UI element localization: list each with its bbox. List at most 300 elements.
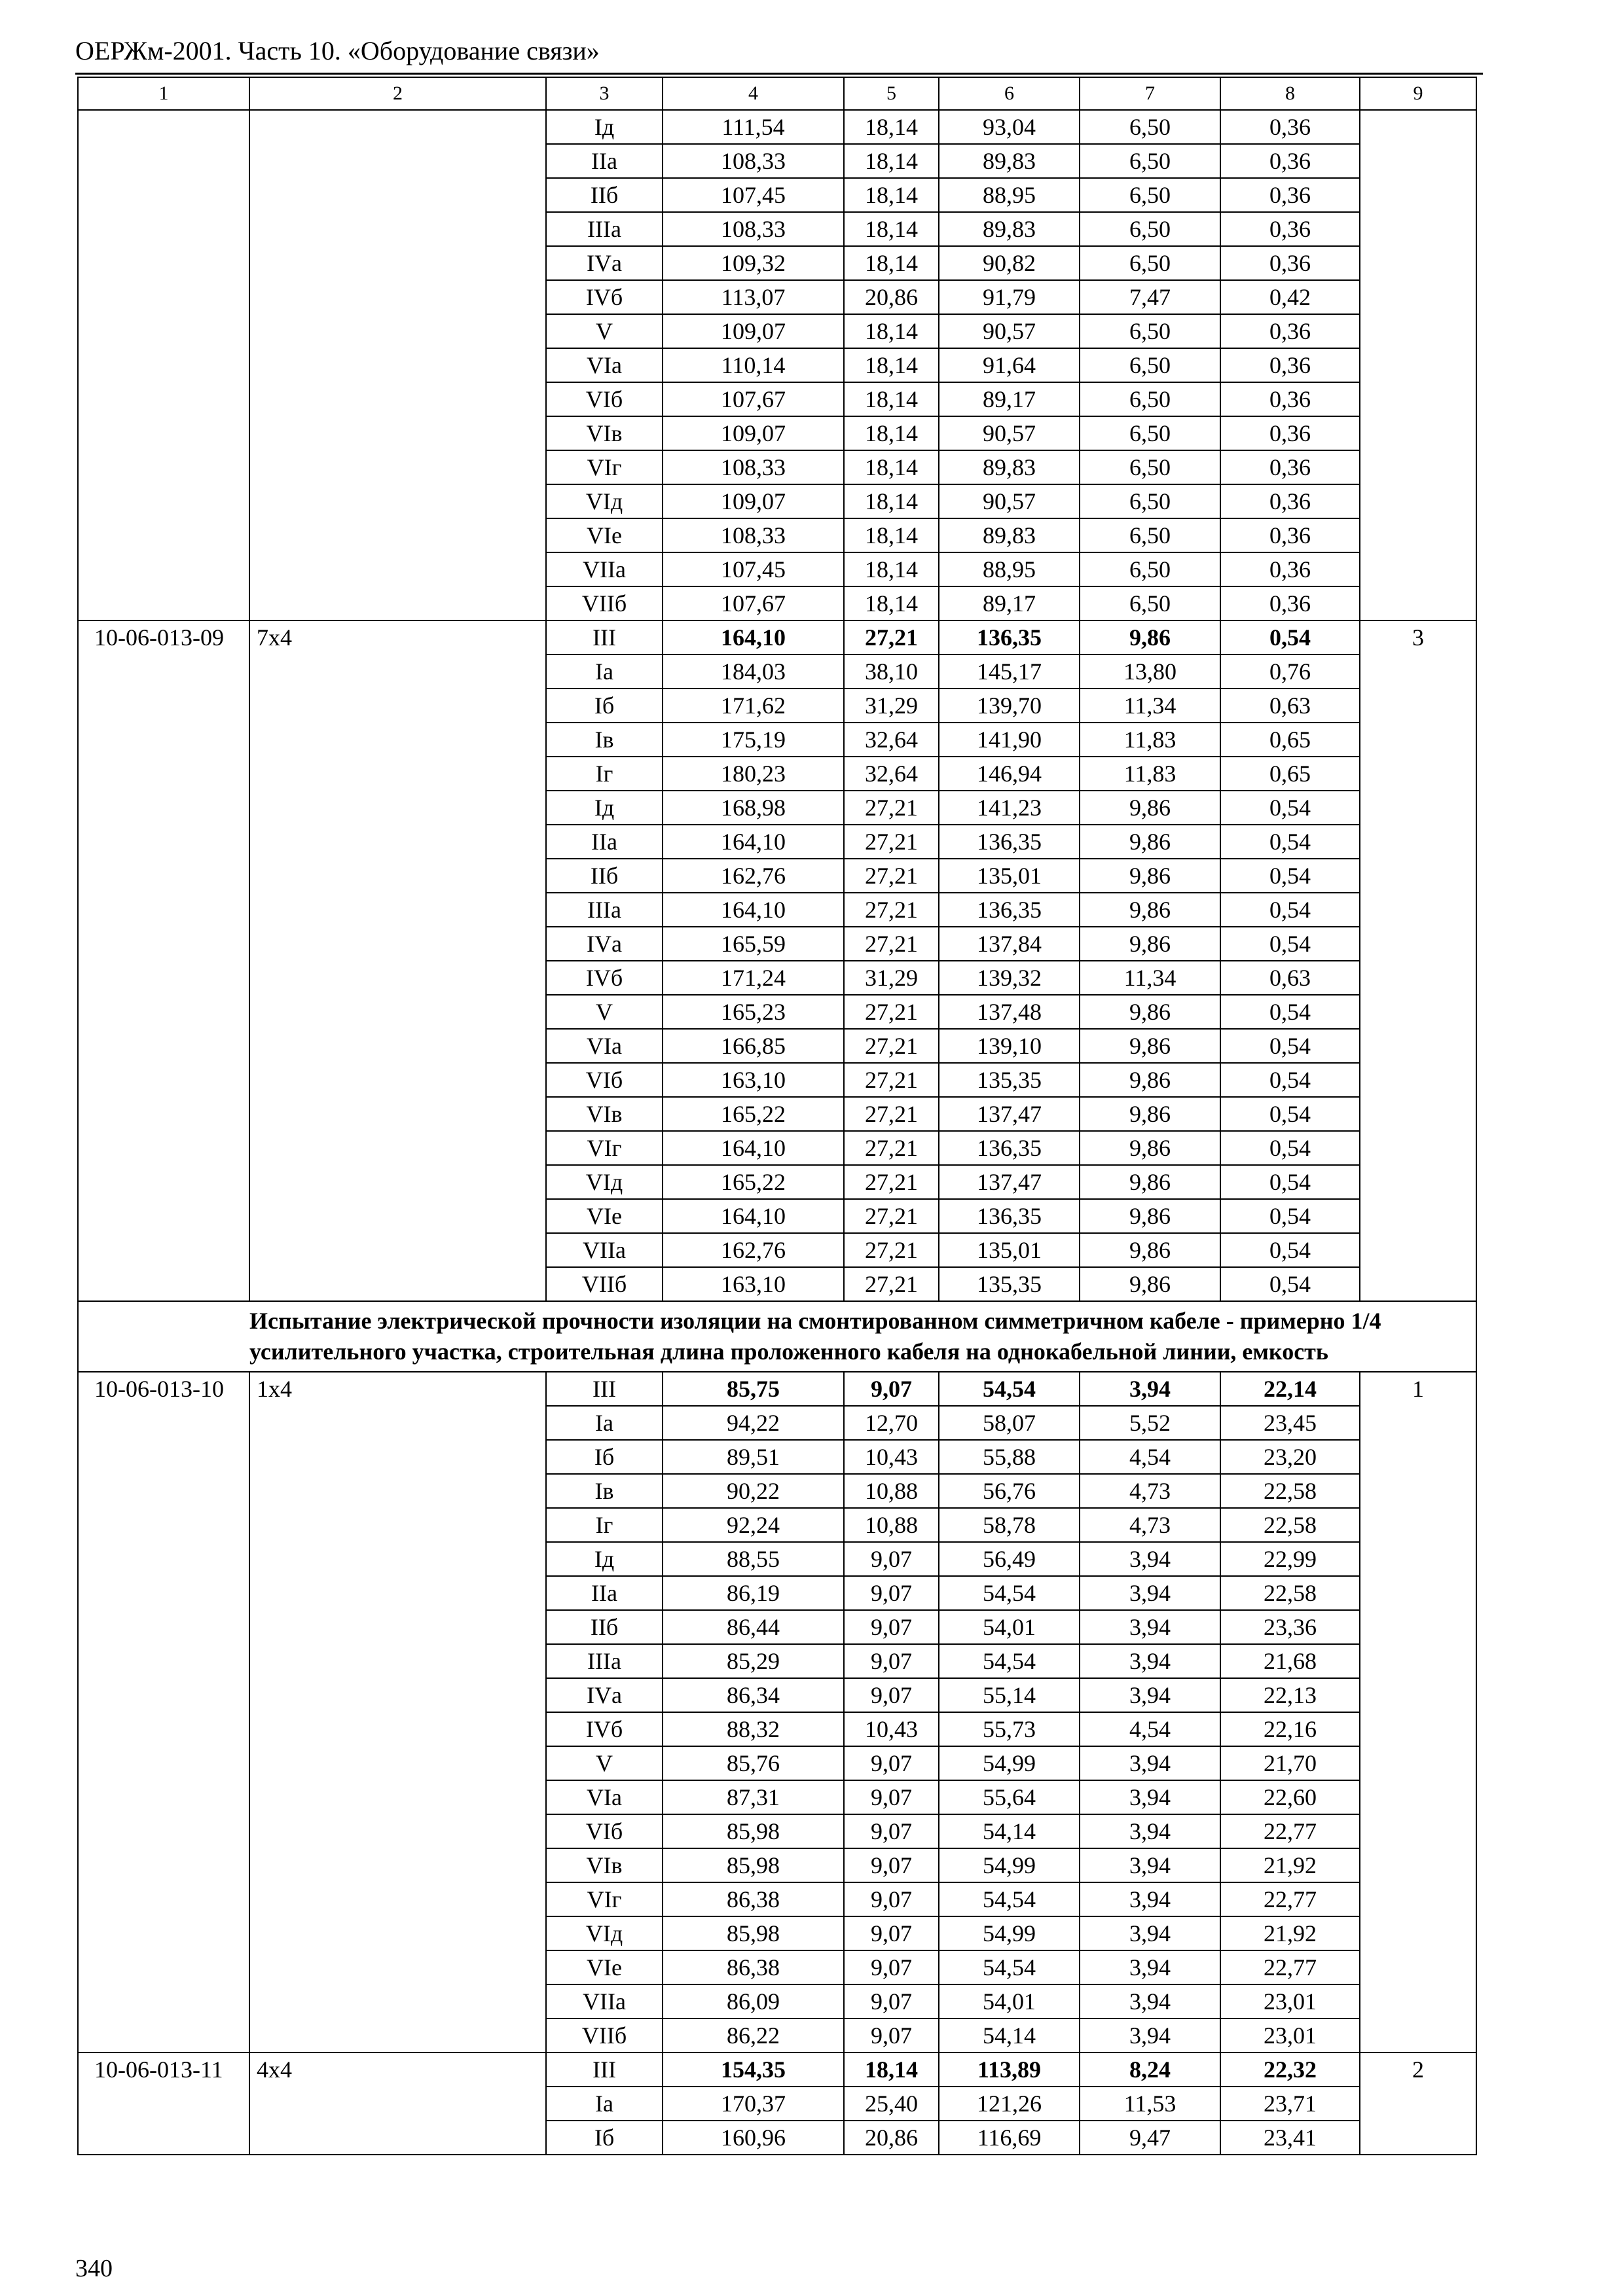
value-cell: 171,62 xyxy=(663,689,844,723)
value-cell: 164,10 xyxy=(663,1131,844,1165)
value-cell: 27,21 xyxy=(844,1233,939,1267)
value-cell: 6,50 xyxy=(1080,348,1220,382)
value-cell: 90,82 xyxy=(939,246,1080,280)
value-cell: 4,73 xyxy=(1080,1508,1220,1542)
value-cell: 86,38 xyxy=(663,1882,844,1916)
zone-cell: IIIа xyxy=(546,893,663,927)
zone-cell: VIIа xyxy=(546,552,663,586)
value-cell: 8,24 xyxy=(1080,2053,1220,2087)
value-cell: 0,54 xyxy=(1220,927,1360,961)
value-cell: 3,94 xyxy=(1080,1814,1220,1848)
section-heading: Испытание электрической прочности изоляции на смонтированном симметричном кабеле - примерно 1/4 усилительного участка, строительная длина проложенного кабеля на однокабельной линии, емкость xyxy=(249,1301,1476,1372)
resource-code: 10-06-013-11 xyxy=(78,2053,249,2155)
zone-cell: IIа xyxy=(546,1576,663,1610)
value-cell: 12,70 xyxy=(844,1406,939,1440)
value-cell: 164,10 xyxy=(663,620,844,655)
value-cell: 0,54 xyxy=(1220,1131,1360,1165)
value-cell: 6,50 xyxy=(1080,484,1220,518)
value-cell: 9,07 xyxy=(844,1372,939,1406)
value-cell: 11,34 xyxy=(1080,961,1220,995)
value-cell: 22,77 xyxy=(1220,1814,1360,1848)
value-cell: 31,29 xyxy=(844,689,939,723)
column-number-cell: 7 xyxy=(1080,77,1220,110)
value-cell: 54,99 xyxy=(939,1746,1080,1780)
zone-cell: VIг xyxy=(546,1131,663,1165)
zone-cell: VIе xyxy=(546,1950,663,1984)
value-cell: 108,33 xyxy=(663,212,844,246)
value-cell: 54,01 xyxy=(939,1610,1080,1644)
value-cell: 18,14 xyxy=(844,518,939,552)
value-cell: 85,98 xyxy=(663,1814,844,1848)
zone-cell: IVа xyxy=(546,1678,663,1712)
value-cell: 6,50 xyxy=(1080,144,1220,178)
zone-cell: IIа xyxy=(546,825,663,859)
zone-cell: VIд xyxy=(546,1916,663,1950)
zone-cell: V xyxy=(546,314,663,348)
value-cell: 89,83 xyxy=(939,212,1080,246)
zone-cell: Iд xyxy=(546,791,663,825)
column-number-cell: 5 xyxy=(844,77,939,110)
value-cell: 54,01 xyxy=(939,1984,1080,2018)
value-cell: 32,64 xyxy=(844,723,939,757)
value-cell: 86,19 xyxy=(663,1576,844,1610)
value-cell: 54,14 xyxy=(939,1814,1080,1848)
zone-cell: VIб xyxy=(546,382,663,416)
value-cell: 10,43 xyxy=(844,1712,939,1746)
value-cell: 3,94 xyxy=(1080,1678,1220,1712)
value-cell: 9,86 xyxy=(1080,1267,1220,1301)
col9-cell xyxy=(1360,110,1476,620)
section-heading-row xyxy=(78,1301,1476,1372)
value-cell: 11,53 xyxy=(1080,2087,1220,2121)
value-cell: 54,54 xyxy=(939,1950,1080,1984)
value-cell: 32,64 xyxy=(844,757,939,791)
value-cell: 18,14 xyxy=(844,2053,939,2087)
value-cell: 27,21 xyxy=(844,995,939,1029)
column-number-cell: 8 xyxy=(1220,77,1360,110)
value-cell: 27,21 xyxy=(844,927,939,961)
value-cell: 58,78 xyxy=(939,1508,1080,1542)
value-cell: 22,58 xyxy=(1220,1508,1360,1542)
value-cell: 9,07 xyxy=(844,1950,939,1984)
value-cell: 3,94 xyxy=(1080,1984,1220,2018)
value-cell: 9,07 xyxy=(844,1678,939,1712)
zone-cell: VIе xyxy=(546,518,663,552)
value-cell: 165,59 xyxy=(663,927,844,961)
value-cell: 0,36 xyxy=(1220,586,1360,620)
value-cell: 18,14 xyxy=(844,246,939,280)
zone-cell: Iб xyxy=(546,2121,663,2155)
value-cell: 9,07 xyxy=(844,1644,939,1678)
zone-cell: III xyxy=(546,2053,663,2087)
value-cell: 5,52 xyxy=(1080,1406,1220,1440)
value-cell: 54,54 xyxy=(939,1644,1080,1678)
value-cell: 54,54 xyxy=(939,1576,1080,1610)
value-cell: 136,35 xyxy=(939,1131,1080,1165)
cable-spec: 4х4 xyxy=(249,2053,546,2155)
value-cell: 135,01 xyxy=(939,859,1080,893)
value-cell: 85,98 xyxy=(663,1916,844,1950)
value-cell: 86,09 xyxy=(663,1984,844,2018)
value-cell: 0,36 xyxy=(1220,348,1360,382)
zone-cell: VIд xyxy=(546,484,663,518)
value-cell: 135,35 xyxy=(939,1267,1080,1301)
value-cell: 164,10 xyxy=(663,825,844,859)
zone-cell: Iв xyxy=(546,1474,663,1508)
zone-cell: Iд xyxy=(546,1542,663,1576)
value-cell: 0,36 xyxy=(1220,450,1360,484)
value-cell: 9,07 xyxy=(844,1882,939,1916)
column-number-cell: 3 xyxy=(546,77,663,110)
value-cell: 11,83 xyxy=(1080,757,1220,791)
value-cell: 0,54 xyxy=(1220,1063,1360,1097)
zone-cell: VIб xyxy=(546,1814,663,1848)
value-cell: 90,57 xyxy=(939,484,1080,518)
value-cell: 139,32 xyxy=(939,961,1080,995)
zone-cell: Iа xyxy=(546,655,663,689)
value-cell: 139,10 xyxy=(939,1029,1080,1063)
value-cell: 9,07 xyxy=(844,1848,939,1882)
zone-cell: VIг xyxy=(546,450,663,484)
zone-cell: Iд xyxy=(546,110,663,144)
value-cell: 23,41 xyxy=(1220,2121,1360,2155)
value-cell: 136,35 xyxy=(939,893,1080,927)
value-cell: 27,21 xyxy=(844,859,939,893)
value-cell: 6,50 xyxy=(1080,416,1220,450)
value-cell: 9,07 xyxy=(844,1984,939,2018)
value-cell: 10,88 xyxy=(844,1508,939,1542)
value-cell: 88,95 xyxy=(939,178,1080,212)
value-cell: 89,83 xyxy=(939,144,1080,178)
value-cell: 137,84 xyxy=(939,927,1080,961)
value-cell: 11,83 xyxy=(1080,723,1220,757)
value-cell: 27,21 xyxy=(844,1029,939,1063)
zone-cell: VIа xyxy=(546,1029,663,1063)
value-cell: 3,94 xyxy=(1080,1916,1220,1950)
value-cell: 85,98 xyxy=(663,1848,844,1882)
value-cell: 165,23 xyxy=(663,995,844,1029)
value-cell: 18,14 xyxy=(844,382,939,416)
value-cell: 23,01 xyxy=(1220,2018,1360,2053)
value-cell: 9,07 xyxy=(844,1576,939,1610)
value-cell: 18,14 xyxy=(844,416,939,450)
value-cell: 135,01 xyxy=(939,1233,1080,1267)
value-cell: 92,24 xyxy=(663,1508,844,1542)
value-cell: 108,33 xyxy=(663,144,844,178)
value-cell: 27,21 xyxy=(844,1131,939,1165)
cable-spec xyxy=(249,110,546,620)
zone-cell: VIг xyxy=(546,1882,663,1916)
zone-cell: IIIа xyxy=(546,1644,663,1678)
page-header: ОЕРЖм-2001. Часть 10. «Оборудование связи» xyxy=(75,36,600,65)
value-cell: 10,88 xyxy=(844,1474,939,1508)
value-cell: 22,16 xyxy=(1220,1712,1360,1746)
zone-cell: VIб xyxy=(546,1063,663,1097)
value-cell: 9,86 xyxy=(1080,620,1220,655)
value-cell: 6,50 xyxy=(1080,212,1220,246)
resource-code: 10-06-013-09 xyxy=(78,620,249,1301)
value-cell: 89,83 xyxy=(939,450,1080,484)
value-cell: 6,50 xyxy=(1080,586,1220,620)
value-cell: 18,14 xyxy=(844,144,939,178)
value-cell: 0,65 xyxy=(1220,757,1360,791)
value-cell: 4,54 xyxy=(1080,1712,1220,1746)
value-cell: 6,50 xyxy=(1080,518,1220,552)
value-cell: 3,94 xyxy=(1080,1576,1220,1610)
value-cell: 21,70 xyxy=(1220,1746,1360,1780)
column-number-cell: 9 xyxy=(1360,77,1476,110)
value-cell: 3,94 xyxy=(1080,1644,1220,1678)
value-cell: 166,85 xyxy=(663,1029,844,1063)
zone-cell: V xyxy=(546,995,663,1029)
value-cell: 10,43 xyxy=(844,1440,939,1474)
value-cell: 6,50 xyxy=(1080,178,1220,212)
value-cell: 27,21 xyxy=(844,893,939,927)
value-cell: 9,07 xyxy=(844,1542,939,1576)
value-cell: 20,86 xyxy=(844,2121,939,2155)
zone-cell: IVб xyxy=(546,1712,663,1746)
value-cell: 91,79 xyxy=(939,280,1080,314)
value-cell: 109,07 xyxy=(663,314,844,348)
value-cell: 141,90 xyxy=(939,723,1080,757)
value-cell: 0,54 xyxy=(1220,791,1360,825)
resource-code xyxy=(78,110,249,620)
value-cell: 21,92 xyxy=(1220,1916,1360,1950)
value-cell: 0,36 xyxy=(1220,484,1360,518)
value-cell: 27,21 xyxy=(844,620,939,655)
value-cell: 18,14 xyxy=(844,348,939,382)
value-cell: 162,76 xyxy=(663,859,844,893)
value-cell: 3,94 xyxy=(1080,1372,1220,1406)
value-cell: 88,55 xyxy=(663,1542,844,1576)
value-cell: 6,50 xyxy=(1080,314,1220,348)
value-cell: 6,50 xyxy=(1080,552,1220,586)
zone-cell: VIа xyxy=(546,348,663,382)
col9-cell: 2 xyxy=(1360,2053,1476,2155)
value-cell: 164,10 xyxy=(663,893,844,927)
value-cell: 90,22 xyxy=(663,1474,844,1508)
value-cell: 136,35 xyxy=(939,825,1080,859)
value-cell: 165,22 xyxy=(663,1097,844,1131)
value-cell: 6,50 xyxy=(1080,110,1220,144)
value-cell: 0,36 xyxy=(1220,552,1360,586)
value-cell: 22,58 xyxy=(1220,1474,1360,1508)
zone-cell: VIIб xyxy=(546,2018,663,2053)
value-cell: 3,94 xyxy=(1080,1610,1220,1644)
value-cell: 9,86 xyxy=(1080,859,1220,893)
value-cell: 9,07 xyxy=(844,1780,939,1814)
value-cell: 86,44 xyxy=(663,1610,844,1644)
value-cell: 18,14 xyxy=(844,314,939,348)
value-cell: 25,40 xyxy=(844,2087,939,2121)
value-cell: 165,22 xyxy=(663,1165,844,1199)
column-number-cell: 2 xyxy=(249,77,546,110)
zone-cell: IVб xyxy=(546,280,663,314)
value-cell: 136,35 xyxy=(939,620,1080,655)
value-cell: 38,10 xyxy=(844,655,939,689)
value-cell: 6,50 xyxy=(1080,382,1220,416)
value-cell: 86,34 xyxy=(663,1678,844,1712)
zone-cell: VIа xyxy=(546,1780,663,1814)
value-cell: 23,01 xyxy=(1220,1984,1360,2018)
value-cell: 22,77 xyxy=(1220,1950,1360,1984)
value-cell: 86,22 xyxy=(663,2018,844,2053)
table-row xyxy=(78,110,1476,144)
value-cell: 145,17 xyxy=(939,655,1080,689)
value-cell: 0,54 xyxy=(1220,620,1360,655)
value-cell: 27,21 xyxy=(844,825,939,859)
value-cell: 0,54 xyxy=(1220,825,1360,859)
value-cell: 9,86 xyxy=(1080,1233,1220,1267)
header-divider xyxy=(75,73,1483,75)
value-cell: 170,37 xyxy=(663,2087,844,2121)
zone-cell: IIа xyxy=(546,144,663,178)
value-cell: 23,20 xyxy=(1220,1440,1360,1474)
value-cell: 9,47 xyxy=(1080,2121,1220,2155)
value-cell: 0,54 xyxy=(1220,1029,1360,1063)
value-cell: 3,94 xyxy=(1080,1950,1220,1984)
value-cell: 9,86 xyxy=(1080,1131,1220,1165)
value-cell: 89,83 xyxy=(939,518,1080,552)
value-cell: 137,47 xyxy=(939,1165,1080,1199)
value-cell: 3,94 xyxy=(1080,2018,1220,2053)
zone-cell: Iв xyxy=(546,723,663,757)
zone-cell: VIв xyxy=(546,1097,663,1131)
value-cell: 9,86 xyxy=(1080,893,1220,927)
value-cell: 22,60 xyxy=(1220,1780,1360,1814)
zone-cell: III xyxy=(546,620,663,655)
value-cell: 0,54 xyxy=(1220,893,1360,927)
zone-cell: Iг xyxy=(546,1508,663,1542)
zone-cell: VIIб xyxy=(546,586,663,620)
value-cell: 184,03 xyxy=(663,655,844,689)
zone-cell: IVа xyxy=(546,246,663,280)
zone-cell: VIв xyxy=(546,1848,663,1882)
zone-cell: IIб xyxy=(546,178,663,212)
value-cell: 116,69 xyxy=(939,2121,1080,2155)
value-cell: 0,54 xyxy=(1220,995,1360,1029)
value-cell: 23,45 xyxy=(1220,1406,1360,1440)
value-cell: 18,14 xyxy=(844,552,939,586)
value-cell: 89,51 xyxy=(663,1440,844,1474)
value-cell: 3,94 xyxy=(1080,1746,1220,1780)
value-cell: 22,13 xyxy=(1220,1678,1360,1712)
value-cell: 0,54 xyxy=(1220,1199,1360,1233)
value-cell: 54,99 xyxy=(939,1916,1080,1950)
value-cell: 139,70 xyxy=(939,689,1080,723)
value-cell: 23,71 xyxy=(1220,2087,1360,2121)
column-number-cell: 4 xyxy=(663,77,844,110)
value-cell: 18,14 xyxy=(844,110,939,144)
zone-cell: III xyxy=(546,1372,663,1406)
value-cell: 27,21 xyxy=(844,1063,939,1097)
value-cell: 9,86 xyxy=(1080,825,1220,859)
value-cell: 27,21 xyxy=(844,791,939,825)
value-cell: 23,36 xyxy=(1220,1610,1360,1644)
value-cell: 0,54 xyxy=(1220,859,1360,893)
value-cell: 6,50 xyxy=(1080,246,1220,280)
zone-cell: IIб xyxy=(546,1610,663,1644)
value-cell: 110,14 xyxy=(663,348,844,382)
value-cell: 27,21 xyxy=(844,1199,939,1233)
value-cell: 0,63 xyxy=(1220,961,1360,995)
value-cell: 9,86 xyxy=(1080,791,1220,825)
value-cell: 109,07 xyxy=(663,484,844,518)
value-cell: 136,35 xyxy=(939,1199,1080,1233)
value-cell: 0,54 xyxy=(1220,1097,1360,1131)
value-cell: 168,98 xyxy=(663,791,844,825)
value-cell: 9,86 xyxy=(1080,1199,1220,1233)
value-cell: 9,07 xyxy=(844,1746,939,1780)
value-cell: 22,99 xyxy=(1220,1542,1360,1576)
value-cell: 109,32 xyxy=(663,246,844,280)
zone-cell: VIв xyxy=(546,416,663,450)
cable-spec: 7х4 xyxy=(249,620,546,1301)
value-cell: 55,64 xyxy=(939,1780,1080,1814)
value-cell: 107,45 xyxy=(663,552,844,586)
value-cell: 54,14 xyxy=(939,2018,1080,2053)
value-cell: 111,54 xyxy=(663,110,844,144)
zone-cell: Iа xyxy=(546,1406,663,1440)
value-cell: 3,94 xyxy=(1080,1780,1220,1814)
value-cell: 146,94 xyxy=(939,757,1080,791)
value-cell: 88,32 xyxy=(663,1712,844,1746)
value-cell: 137,47 xyxy=(939,1097,1080,1131)
page-number: 340 xyxy=(75,2255,113,2282)
value-cell: 93,04 xyxy=(939,110,1080,144)
value-cell: 0,36 xyxy=(1220,178,1360,212)
value-cell: 20,86 xyxy=(844,280,939,314)
value-cell: 9,86 xyxy=(1080,995,1220,1029)
value-cell: 85,29 xyxy=(663,1644,844,1678)
value-cell: 21,92 xyxy=(1220,1848,1360,1882)
value-cell: 27,21 xyxy=(844,1267,939,1301)
value-cell: 3,94 xyxy=(1080,1882,1220,1916)
value-cell: 9,07 xyxy=(844,1916,939,1950)
value-cell: 113,89 xyxy=(939,2053,1080,2087)
column-number-cell: 6 xyxy=(939,77,1080,110)
value-cell: 163,10 xyxy=(663,1267,844,1301)
value-cell: 22,58 xyxy=(1220,1576,1360,1610)
value-cell: 18,14 xyxy=(844,484,939,518)
value-cell: 9,07 xyxy=(844,1610,939,1644)
value-cell: 107,67 xyxy=(663,586,844,620)
zone-cell: VIIа xyxy=(546,1984,663,2018)
value-cell: 85,76 xyxy=(663,1746,844,1780)
value-cell: 108,33 xyxy=(663,450,844,484)
value-cell: 163,10 xyxy=(663,1063,844,1097)
value-cell: 107,45 xyxy=(663,178,844,212)
value-cell: 108,33 xyxy=(663,518,844,552)
value-cell: 86,38 xyxy=(663,1950,844,1984)
value-cell: 141,23 xyxy=(939,791,1080,825)
col9-cell: 3 xyxy=(1360,620,1476,1301)
zone-cell: VIд xyxy=(546,1165,663,1199)
cable-spec: 1х4 xyxy=(249,1372,546,2053)
column-number-row xyxy=(78,77,1476,110)
value-cell: 180,23 xyxy=(663,757,844,791)
value-cell: 3,94 xyxy=(1080,1848,1220,1882)
price-table xyxy=(77,77,1477,2155)
value-cell: 18,14 xyxy=(844,586,939,620)
value-cell: 58,07 xyxy=(939,1406,1080,1440)
resource-code: 10-06-013-10 xyxy=(78,1372,249,2053)
zone-cell: V xyxy=(546,1746,663,1780)
value-cell: 0,54 xyxy=(1220,1267,1360,1301)
value-cell: 9,86 xyxy=(1080,1029,1220,1063)
value-cell: 56,76 xyxy=(939,1474,1080,1508)
value-cell: 89,17 xyxy=(939,382,1080,416)
